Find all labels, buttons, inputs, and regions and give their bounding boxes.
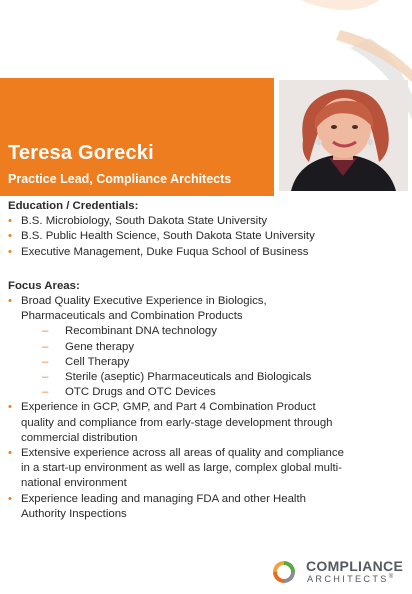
sub-list-item: – Recombinant DNA technology xyxy=(8,324,408,339)
person-title: Practice Lead, Compliance Architects xyxy=(8,172,232,186)
focus-item-line: quality and compliance from early-stage development through xyxy=(21,416,333,429)
focus-item-line: commercial distribution xyxy=(21,431,138,444)
list-item: • B.S. Microbiology, South Dakota State University xyxy=(8,214,408,229)
profile-content xyxy=(8,199,408,522)
education-list xyxy=(8,214,408,260)
portrait-illustration xyxy=(279,80,408,191)
list-item xyxy=(8,294,408,324)
sub-list-item: – Gene therapy xyxy=(8,340,408,355)
focus-item-line: Authority Inspections xyxy=(21,507,127,520)
focus-item-line: Pharmaceuticals and Combination Products xyxy=(21,310,243,323)
logo-name-text: COMPLIANCE xyxy=(306,558,404,574)
focus-item-line: national environment xyxy=(21,477,127,490)
logo-mark-icon xyxy=(270,558,298,586)
focus-heading: Focus Areas: xyxy=(8,279,80,292)
focus-item-line: • Extensive experience across all areas of quality and compliance xyxy=(21,447,344,460)
list-item xyxy=(8,446,408,492)
person-name: Teresa Gorecki xyxy=(8,142,154,164)
registered-mark: ® xyxy=(388,574,394,580)
focus-item-line: • Broad Quality Executive Experience in Biologics, xyxy=(21,295,267,308)
sub-list-item: – OTC Drugs and OTC Devices xyxy=(8,385,408,400)
sub-list-item: – Cell Therapy xyxy=(8,355,408,370)
list-item xyxy=(8,492,408,522)
focus-item-line: in a start-up environment as well as large, complex global multi- xyxy=(21,462,342,475)
education-heading: Education / Credentials: xyxy=(8,200,139,212)
sub-list-item: – Sterile (aseptic) Pharmaceuticals and Biologicals xyxy=(8,370,408,385)
portrait-photo xyxy=(279,80,408,191)
list-item xyxy=(8,400,408,446)
focus-item-line: • Experience leading and managing FDA and other Health xyxy=(21,492,306,505)
logo-sub-word: ARCHITECTS xyxy=(307,574,389,584)
list-item: • Executive Management, Duke Fuqua School of Business xyxy=(8,245,408,260)
focus-item-line: • Experience in GCP, GMP, and Part 4 Combination Product xyxy=(21,401,316,414)
list-item: • B.S. Public Health Science, South Dakota State University xyxy=(8,229,408,244)
compliance-architects-logo xyxy=(270,556,410,590)
focus-list xyxy=(8,294,408,522)
logo-sub-text xyxy=(307,574,393,584)
